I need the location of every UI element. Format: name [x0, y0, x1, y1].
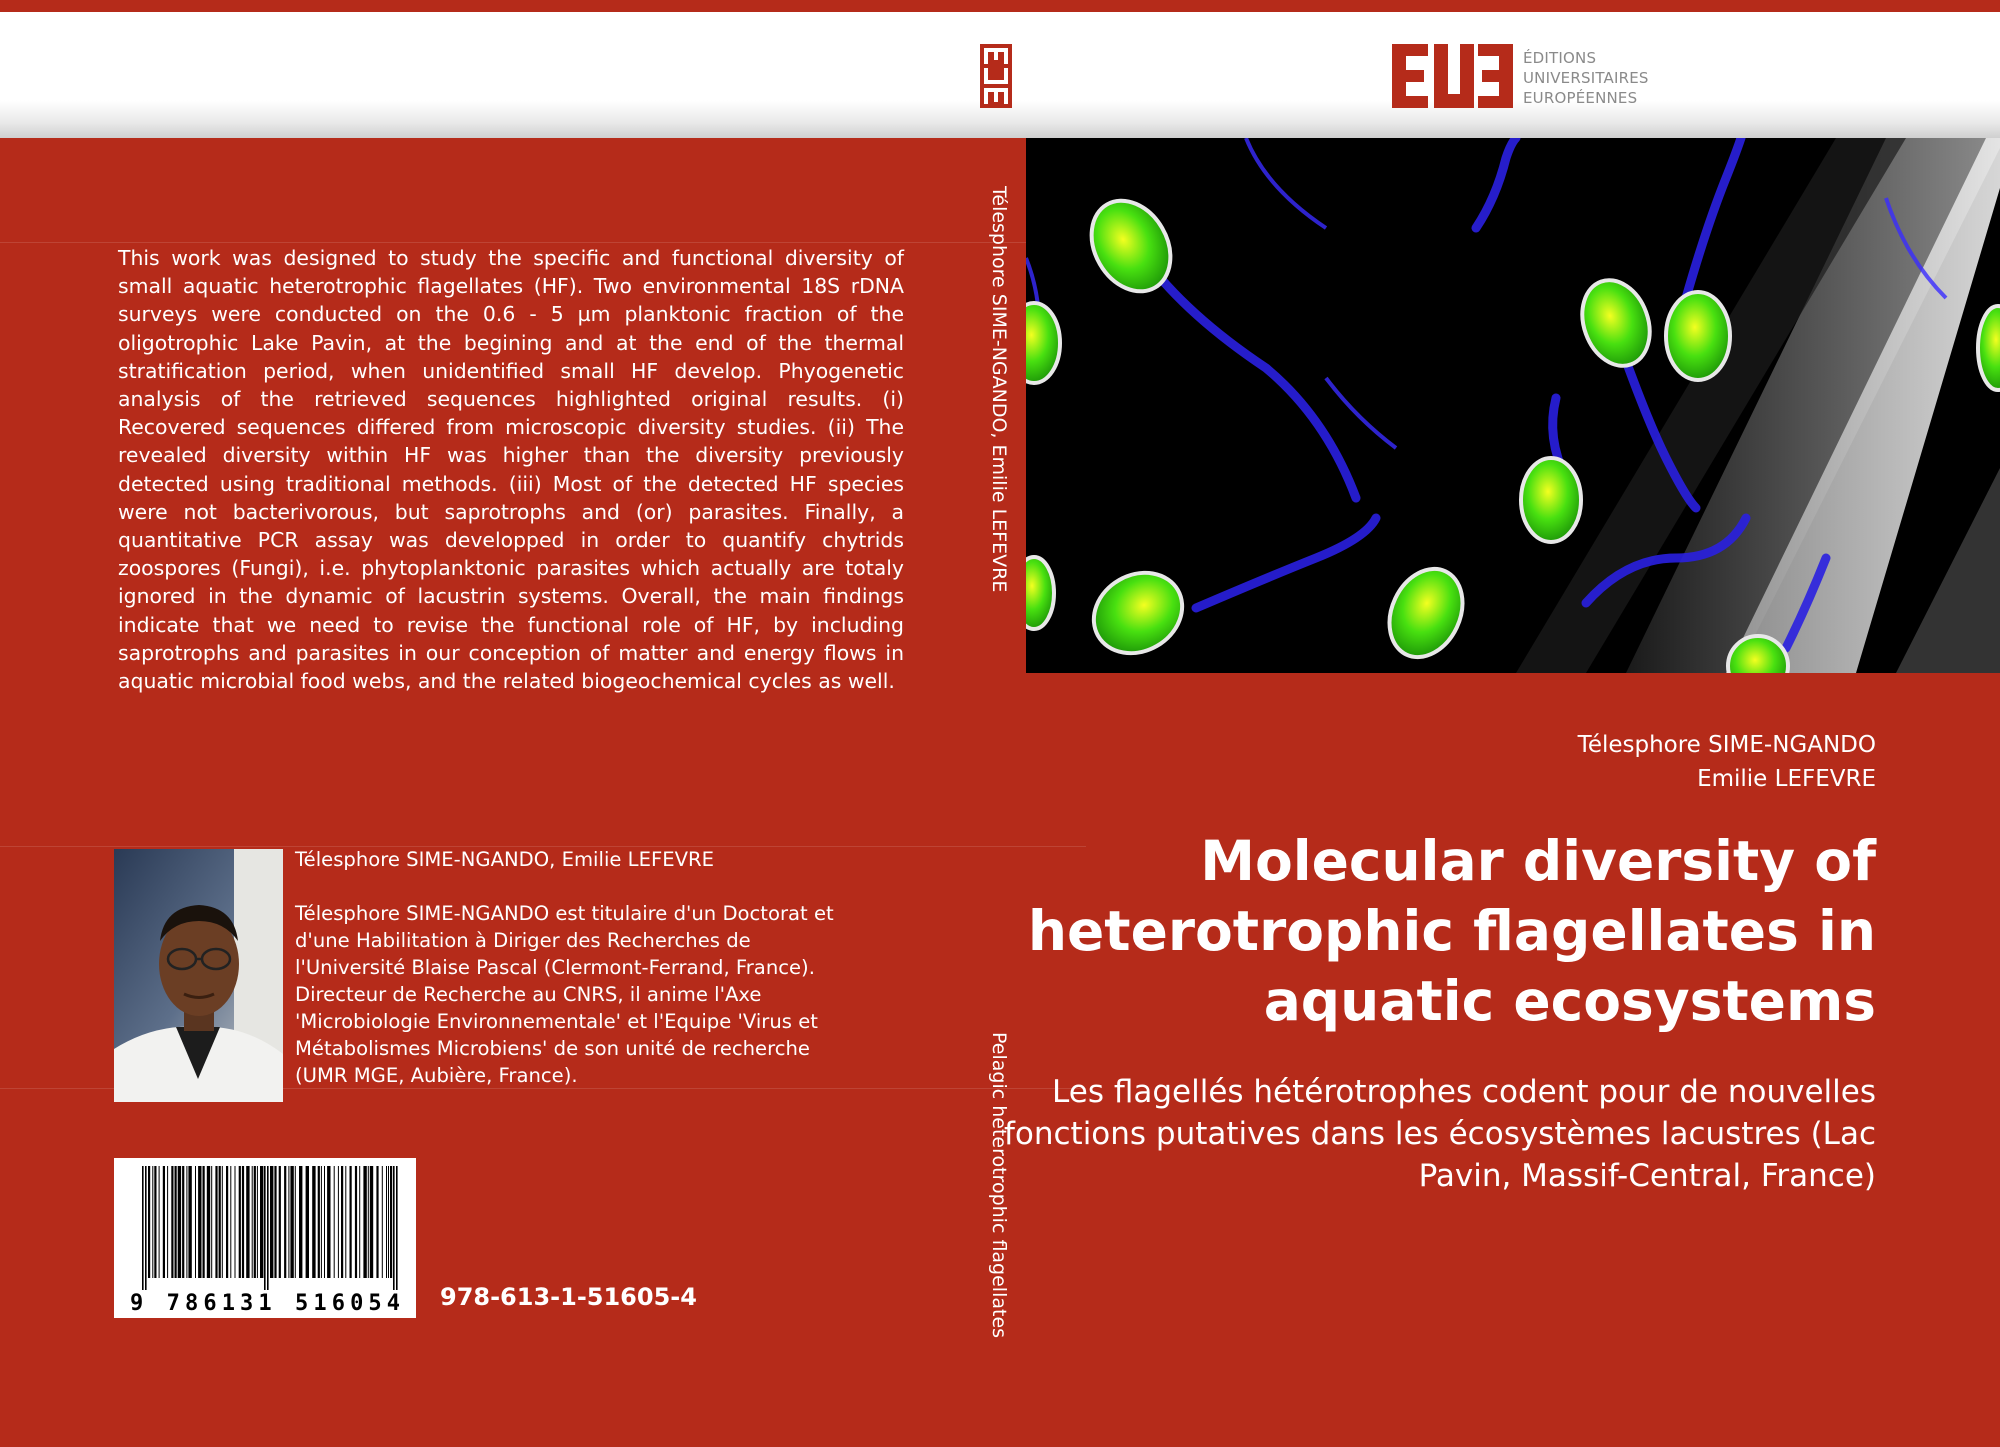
- barcode-bar: [327, 1166, 330, 1278]
- barcode-bar: [363, 1166, 366, 1278]
- front-author: Télesphore SIME-NGANDO: [1577, 732, 1876, 758]
- barcode-bar: [148, 1166, 150, 1278]
- barcode-bar: [254, 1166, 256, 1278]
- barcode-bar: [198, 1166, 201, 1278]
- barcode-bar: [279, 1166, 281, 1278]
- barcode-bar: [386, 1166, 387, 1278]
- barcode-bar: [306, 1166, 309, 1278]
- barcode-bar: [215, 1166, 217, 1278]
- barcode-bar: [207, 1166, 210, 1278]
- barcode-guard-bar: [393, 1166, 395, 1290]
- barcode-bar: [219, 1166, 221, 1278]
- barcode-bar: [186, 1166, 187, 1278]
- barcode-bar: [350, 1166, 352, 1278]
- back-cover-blurb: This work was designed to study the specific and functional diversity of small aquatic heterotrophic flagellates (HF). Two environmental 18S rDNA surveys were conducted on the 0.6 - 5 µm planktonic fraction of the oligotrophic Lake Pavin, at the begining and at the end of the thermal stratification period, when unidentified small HF develop. Phyogenetic analysis of the retrieved sequences highlighted original results. (i) Recovered sequences differed from microscopic diversity studies. (ii) The revealed diversity within HF was higher than the diversity previously detected using traditional methods. (iii) Most of the detected HF species were not bacterivorous, but saprotrophs and (or) parasites. Finally, a quantitative PCR assay was developped in order to quantify chytrids zoospores (Fungi), i.e. phytoplanktonic parasites which actually are totaly ignored in the dynamic of lacustrin systems. Overall, the main findings indicate that we need to revise the functional role of HF, by including saprotrophs and parasites in our conception of matter and energy flows in aquatic microbial food webs, and the related biogeochemical cycles as well.: [118, 246, 904, 694]
- front-author: Emilie LEFEVRE: [1697, 766, 1876, 792]
- guide-line: [0, 242, 1026, 243]
- barcode-bar: [171, 1166, 173, 1278]
- publisher-name: [1523, 48, 1649, 108]
- barcode-bar: [175, 1166, 177, 1278]
- barcode-bar: [211, 1166, 212, 1278]
- publisher-name-line: EUROPÉENNES: [1523, 89, 1638, 107]
- barcode-bar: [239, 1166, 241, 1278]
- barcode-bar: [376, 1166, 378, 1278]
- front-authors: [1578, 728, 1876, 796]
- barcode-bar: [290, 1166, 293, 1278]
- barcode-bar: [230, 1166, 231, 1278]
- barcode-bar: [390, 1166, 392, 1278]
- barcode-digits: 9 786131 516054: [130, 1291, 400, 1316]
- barcode-bar: [203, 1166, 205, 1278]
- publisher-name-line: ÉDITIONS: [1523, 49, 1597, 67]
- barcode-bar: [260, 1166, 263, 1278]
- barcode-bar: [299, 1166, 302, 1278]
- barcode-guard-bar: [267, 1166, 269, 1290]
- barcode-bar: [152, 1166, 153, 1278]
- barcode-bar: [163, 1166, 165, 1278]
- barcode-bar: [321, 1166, 322, 1278]
- barcode-bar: [188, 1166, 191, 1278]
- barcode-bar: [226, 1166, 228, 1278]
- barcode-bar: [242, 1166, 244, 1278]
- book-title: Molecular diversity of heterotrophic flagellates in aquatic ecosystems: [1027, 829, 1876, 1033]
- publisher-name-line: UNIVERSITAIRES: [1523, 69, 1649, 87]
- barcode-bar: [295, 1166, 296, 1278]
- barcode-bar: [382, 1166, 383, 1278]
- barcode-guard-bar: [142, 1166, 144, 1290]
- barcode-bar: [370, 1166, 373, 1278]
- barcode-bar: [246, 1166, 249, 1278]
- barcode-bar: [388, 1166, 389, 1278]
- barcode-bar: [252, 1166, 253, 1278]
- barcode-bar: [154, 1166, 156, 1278]
- top-strip: [0, 0, 2000, 12]
- author-bio: [295, 846, 865, 1089]
- author-photo: [114, 849, 283, 1102]
- barcode-bar: [288, 1166, 289, 1278]
- barcode-bar: [178, 1166, 181, 1278]
- barcode-bar: [182, 1166, 184, 1278]
- barcode-bar: [159, 1166, 160, 1278]
- barcode-bar: [338, 1166, 339, 1278]
- barcode-bar: [235, 1166, 236, 1278]
- publisher-logo: [1390, 40, 1515, 112]
- bio-heading: Télesphore SIME-NGANDO, Emilie LEFEVRE: [295, 848, 715, 871]
- barcode-bar: [222, 1166, 223, 1278]
- book-subtitle: Les flagellés hétérotrophes codent pour de nouvelles fonctions putatives dans les écosystèmes lacustres (Lac Pavin, Massif-Central, France): [1003, 1074, 1876, 1194]
- barcode-bar: [334, 1166, 335, 1278]
- barcode-guard-bar: [264, 1166, 266, 1290]
- isbn: 978-613-1-51605-4: [440, 1283, 697, 1311]
- barcode: [114, 1158, 416, 1318]
- cover-illustration: [1026, 138, 2000, 673]
- spine-title: Pelagic heterotrophic flagellates: [988, 1032, 1010, 1339]
- barcode-bar: [270, 1166, 273, 1278]
- barcode-bar: [345, 1166, 346, 1278]
- spine-publisher-logo: [980, 44, 1012, 108]
- bio-text: Télesphore SIME-NGANDO est titulaire d'un Doctorat et d'une Habilitation à Diriger des Recherches de l'Université Blaise Pascal (Clermont-Ferrand, France). Directeur de Recherche au CNRS, il anime l'Axe 'Microbiologie Environnementale' et l'Equipe 'Virus et Métabolismes Microbiens' de son unité de recherche (UMR MGE, Aubière, France).: [295, 902, 834, 1087]
- barcode-bar: [257, 1166, 258, 1278]
- barcode-bar: [167, 1166, 168, 1278]
- barcode-bar: [318, 1166, 320, 1278]
- barcode-bar: [341, 1166, 343, 1278]
- barcode-guard-bar: [396, 1166, 398, 1290]
- barcode-graphic: [114, 1158, 416, 1318]
- barcode-bar: [312, 1166, 315, 1278]
- barcode-bar: [274, 1166, 276, 1278]
- barcode-guard-bar: [145, 1166, 147, 1290]
- barcode-bar: [359, 1166, 360, 1278]
- barcode-bar: [195, 1166, 196, 1278]
- barcode-bar: [368, 1166, 369, 1278]
- barcode-bar: [284, 1166, 286, 1278]
- barcode-bar: [324, 1166, 325, 1278]
- barcode-bar: [355, 1166, 357, 1278]
- spine-authors: Télesphore SIME-NGANDO, Emilie LEFEVRE: [988, 186, 1010, 593]
